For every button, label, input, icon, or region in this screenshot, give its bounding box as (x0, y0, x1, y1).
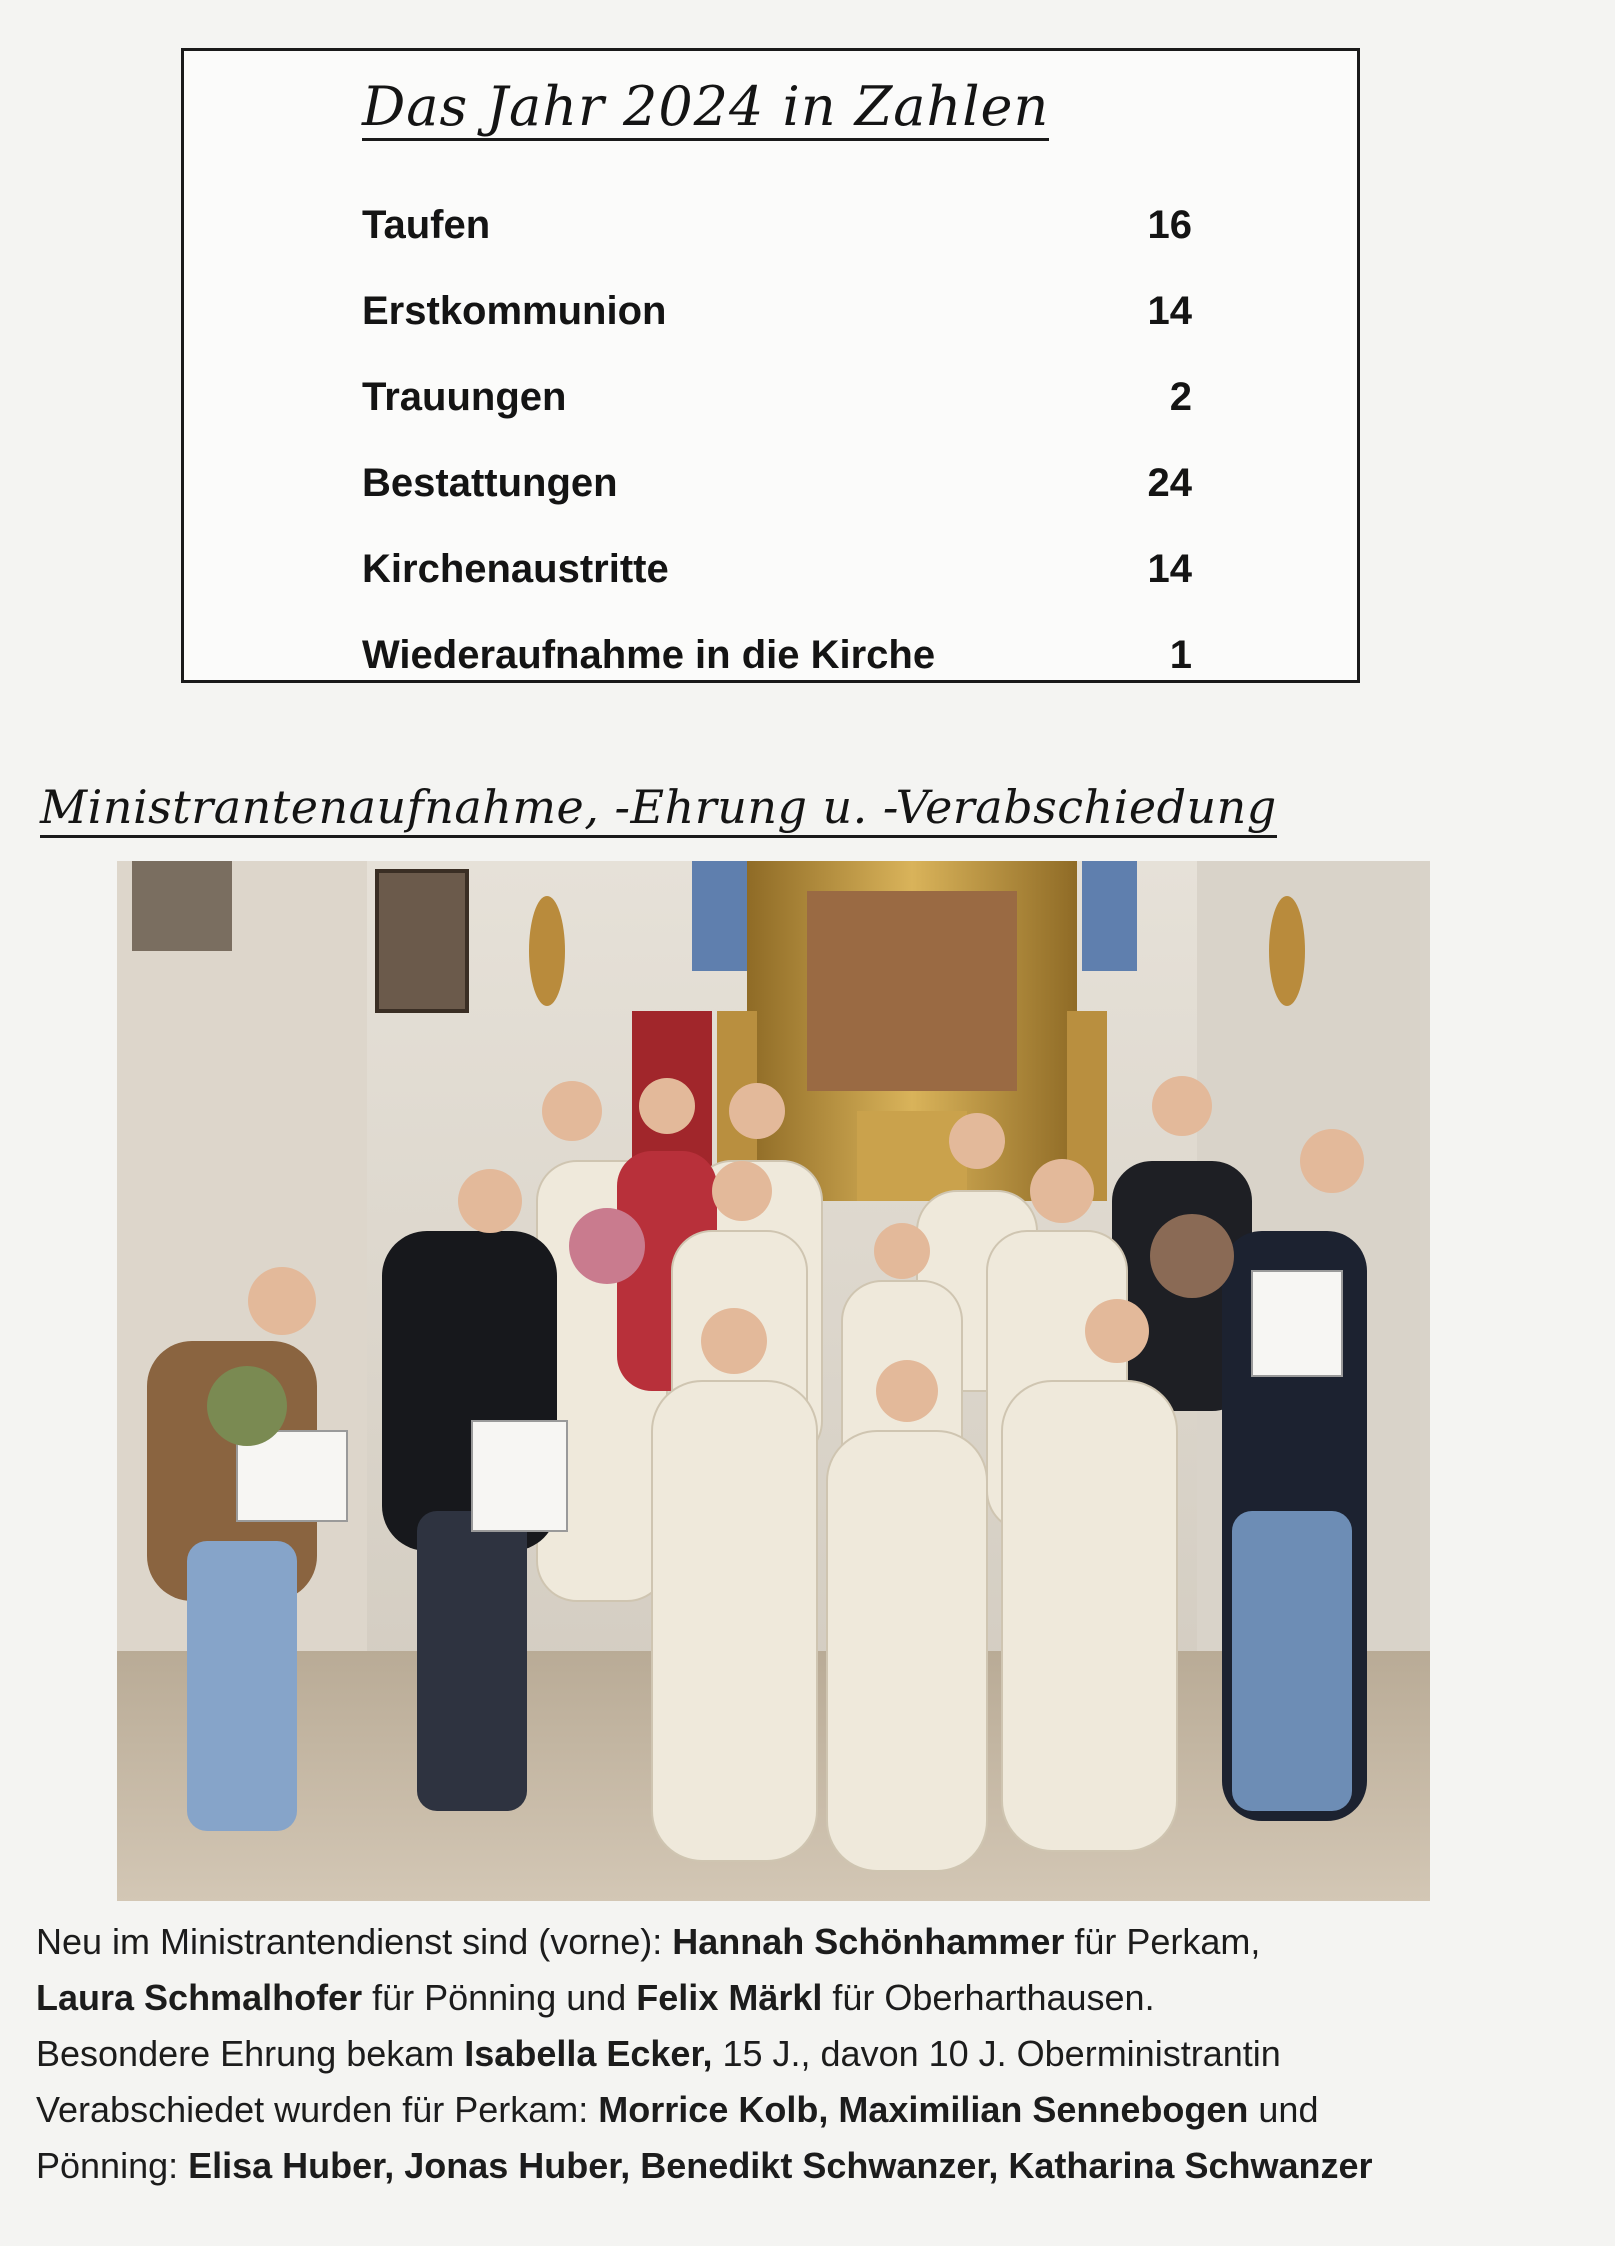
statistics-box (181, 48, 1360, 683)
stat-label: Kirchenaustritte (362, 546, 669, 591)
caption-name: Laura Schmalhofer (36, 1977, 363, 2018)
caption-name: Elisa Huber, Jonas Huber, Benedikt Schwanzer, Katharina Schwanzer (188, 2145, 1373, 2186)
caption-text: Neu im Ministrantendienst sind (vorne): (36, 1921, 673, 1962)
caption-text: für Oberharthausen. (822, 1977, 1155, 2018)
stat-value: 1 (1169, 632, 1192, 677)
stat-value: 14 (1147, 546, 1192, 591)
stat-row (362, 283, 1192, 339)
caption-text: 15 J., davon 10 J. Oberministrantin (712, 2033, 1281, 2074)
stat-label: Trauungen (362, 374, 567, 419)
stat-value: 2 (1169, 374, 1192, 419)
stat-row (362, 627, 1192, 683)
stat-row (362, 197, 1192, 253)
stat-row (362, 541, 1192, 597)
stat-value: 14 (1147, 288, 1192, 333)
stat-value: 24 (1147, 460, 1192, 505)
stat-label: Wiederaufnahme in die Kirche (362, 632, 936, 677)
caption-line (36, 1970, 1596, 2026)
stat-label: Bestattungen (362, 460, 618, 505)
caption-line (36, 2026, 1596, 2082)
statistics-title: Das Jahr 2024 in Zahlen (362, 79, 1049, 141)
caption-name: Morrice Kolb, Maximilian Sennebogen (598, 2089, 1249, 2130)
caption-name: Hannah Schönhammer (672, 1921, 1065, 1962)
stat-row (362, 369, 1192, 425)
caption-line (36, 2082, 1596, 2138)
stat-label: Taufen (362, 202, 491, 247)
section-title: Ministrantenaufnahme, -Ehrung u. -Verabschiedung (40, 782, 1277, 838)
caption-line (36, 2138, 1596, 2194)
stat-value: 16 (1147, 202, 1192, 247)
caption-text: Pönning: (36, 2145, 189, 2186)
caption-text: und (1248, 2089, 1319, 2130)
group-photo (117, 861, 1430, 1901)
caption-name: Felix Märkl (636, 1977, 823, 2018)
caption-text: für Pönning und (362, 1977, 637, 2018)
group-photo-illustration (117, 861, 1430, 1901)
stat-label: Erstkommunion (362, 288, 667, 333)
photo-caption (36, 1914, 1596, 2194)
stat-row (362, 455, 1192, 511)
caption-name: Isabella Ecker, (464, 2033, 713, 2074)
caption-text: für Perkam, (1064, 1921, 1261, 1962)
caption-text: Verabschiedet wurden für Perkam: (36, 2089, 599, 2130)
caption-text: Besondere Ehrung bekam (36, 2033, 465, 2074)
caption-line (36, 1914, 1596, 1970)
